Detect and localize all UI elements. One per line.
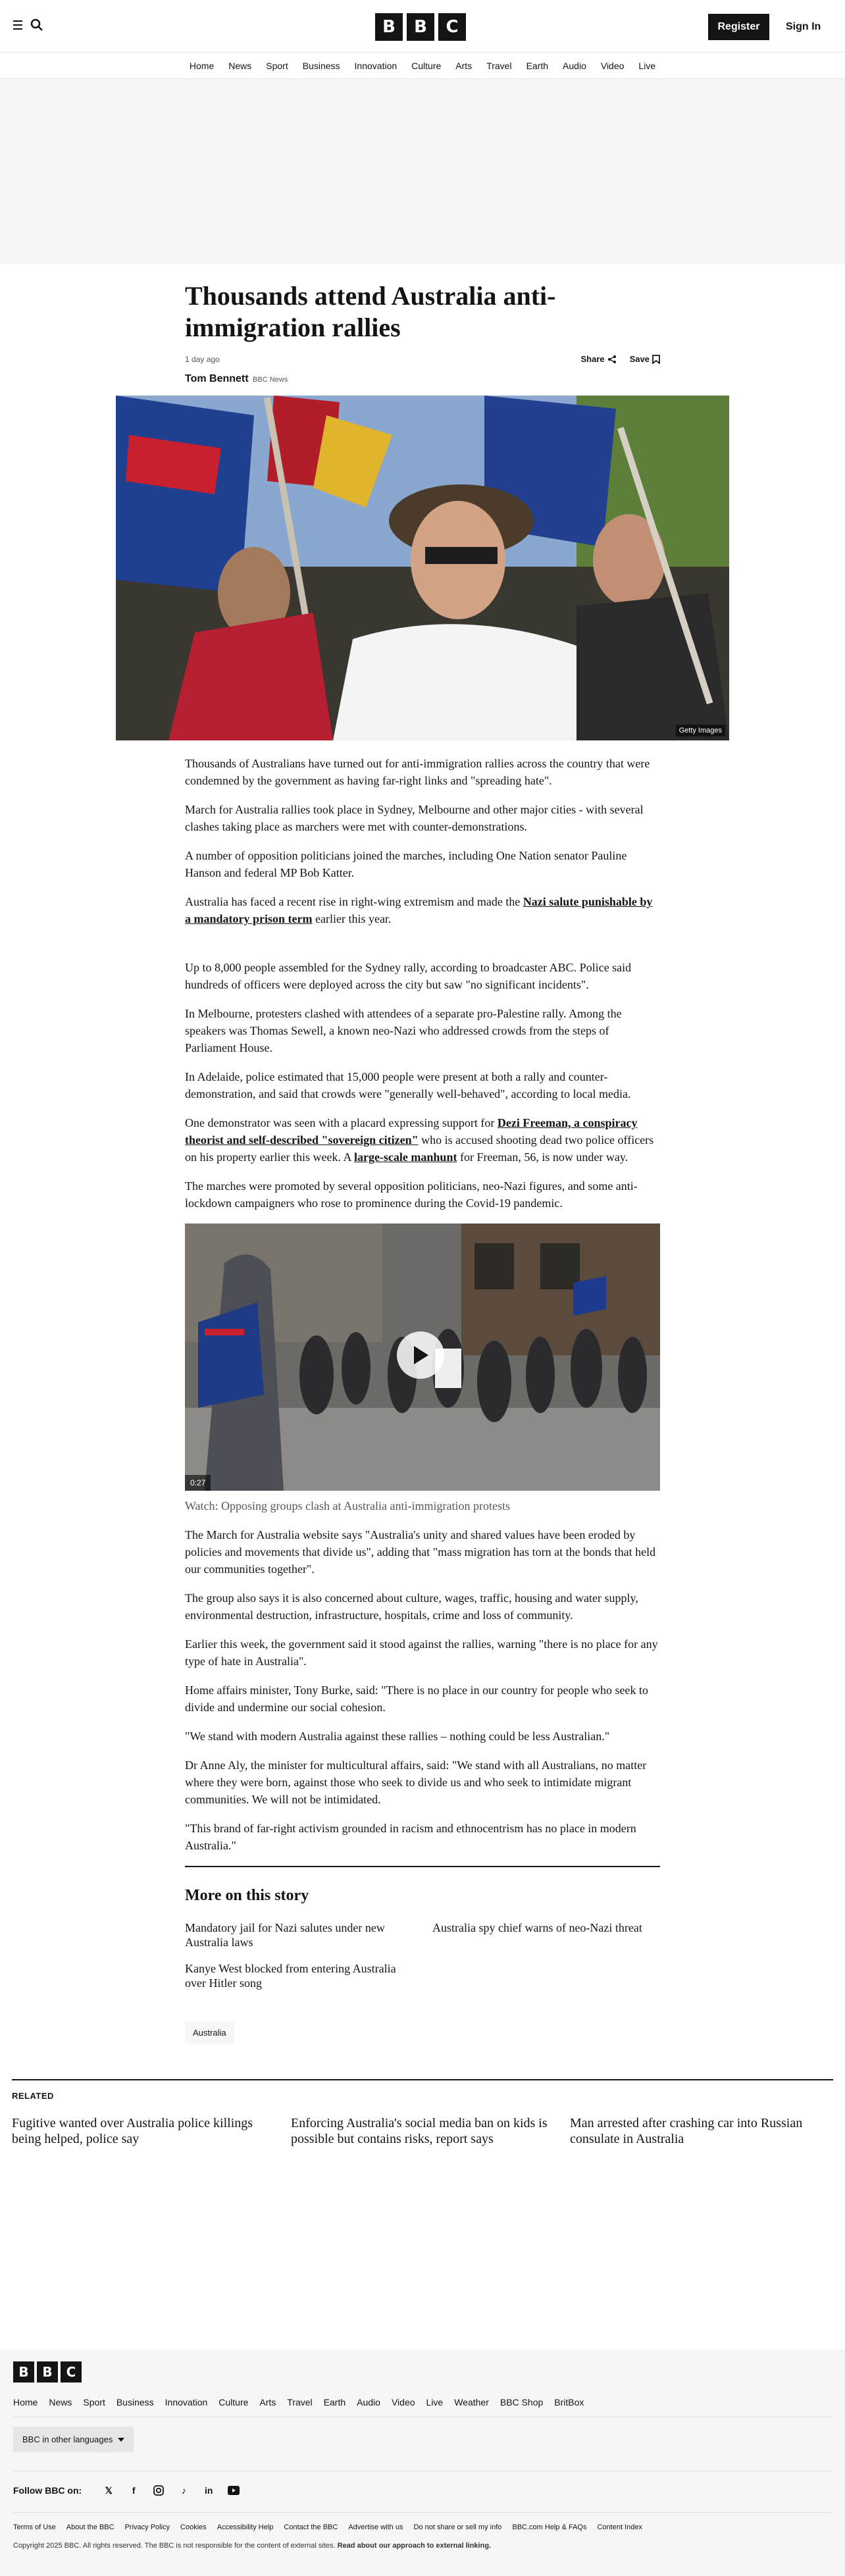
hero-image [116,396,729,740]
related-title: RELATED [12,2091,54,2101]
byline [185,373,660,385]
nav-item-business[interactable]: Business [302,60,340,71]
article-headline: Thousands attend Australia anti-immigration rallies [185,281,556,342]
section-title: More on this story [185,1887,309,1904]
article-body [185,755,660,2044]
footer-nav-item[interactable]: Weather [454,2397,489,2408]
bookmark-icon [652,355,660,364]
story-link[interactable]: Mandatory jail for Nazi salutes under new Australia laws [185,1921,385,1949]
nav-item-arts[interactable]: Arts [455,60,473,71]
site-footer [0,2350,845,2576]
related-link[interactable]: Fugitive wanted over Australia police killings being helped, police say [12,2116,253,2146]
paragraph: Earlier this week, the government said it stood against the rallies, warning "there is no place for any type of hate in Australia". [185,1637,658,1668]
other-languages-label: BBC in other languages [22,2434,113,2444]
footer-link[interactable]: About the BBC [66,2523,115,2531]
nav-item-travel[interactable]: Travel [486,60,512,71]
article [185,280,660,385]
logo-letter: B [375,13,403,41]
paragraph: Home affairs minister, Tony Burke, said: "There is no place in our country for people who seek to divide and undermine our social cohesion. [185,1684,649,1714]
paragraph [185,893,660,927]
play-button[interactable] [397,1331,444,1379]
paragraph-text: who is accused shooting dead two police officers on his property earlier this week. A [185,1133,654,1164]
top-nav [0,53,845,79]
save-button[interactable] [630,354,660,364]
image-credit: Getty Images [676,725,725,736]
nav-item-culture[interactable]: Culture [411,60,442,71]
nav-item-innovation[interactable]: Innovation [354,60,397,71]
logo-letter: C [438,13,466,41]
nav-item-live[interactable]: Live [638,60,656,71]
register-button[interactable]: Register [708,14,769,40]
instagram-icon[interactable] [153,2485,165,2496]
author-name[interactable]: Tom Bennett [185,373,249,384]
footer-link[interactable]: Terms of Use [13,2523,56,2531]
footer-nav-item[interactable]: Home [13,2397,38,2408]
masthead [0,0,845,53]
paragraph: In Adelaide, police estimated that 15,000 people were present at both a rally and counter-demonstration, and said that crowds were "generally well-behaved", according to local media. [185,1070,631,1100]
topic-tag-australia[interactable]: Australia [185,2022,234,2044]
linkedin-icon[interactable]: in [204,2485,213,2496]
paragraph: Dr Anne Aly, the minister for multicultural affairs, said: "We stand with all Australians, no matter where they were born, against those who seek to divide us and who seek to intimidate migrant communities. We will not be intimidated. [185,1759,647,1806]
more-on-this-story [185,1866,660,1990]
tiktok-icon[interactable]: ♪ [181,2485,186,2496]
paragraph [185,1114,660,1166]
paragraph: March for Australia rallies took place in Sydney, Melbourne and other major cities - with several clashes taking place as marchers were met with counter-demonstrations. [185,803,644,833]
paragraph: Thousands of Australians have turned out for anti-immigration rallies across the country that were condemned by the government as having far-right links and "spreading hate". [185,757,650,787]
footer-link[interactable]: BBC.com Help & FAQs [512,2523,587,2531]
footer-links [13,2512,832,2531]
footer-nav-item[interactable]: News [49,2397,72,2408]
signin-button[interactable]: Sign In [786,14,821,40]
follow-label: Follow BBC on: [13,2485,82,2496]
manhunt-link[interactable]: large-scale manhunt [353,1150,457,1164]
paragraph-text: One demonstrator was seen with a placard expressing support for [185,1116,498,1129]
video-caption: Watch: Opposing groups clash at Australia anti-immigration protests [185,1499,510,1512]
footer-nav-item[interactable]: Culture [218,2397,249,2408]
logo-letter: C [61,2361,82,2383]
logo-letter: B [407,13,434,41]
nav-item-video[interactable]: Video [600,60,625,71]
story-link[interactable]: Australia spy chief warns of neo-Nazi threat [432,1921,642,1934]
logo-letter: B [37,2361,58,2383]
facebook-icon[interactable]: f [132,2485,136,2496]
rally-photo [116,396,729,740]
footer-nav-item[interactable]: Business [116,2397,154,2408]
nazi-salute-link[interactable]: Nazi salute punishable by a mandatory prison term [185,895,653,925]
paragraph-text: Australia has faced a recent rise in right-wing extremism and made the [185,895,523,908]
external-linking-link[interactable]: Read about our approach to external linking. [337,2542,492,2550]
nav-item-earth[interactable]: Earth [526,60,549,71]
hamburger-icon [13,19,28,31]
spacer [185,939,660,959]
play-icon [411,1345,430,1366]
share-icon [607,355,617,364]
copyright-text: Copyright 2025 BBC. All rights reserved. The BBC is not responsible for the content of external sites. [13,2542,336,2550]
footer-link[interactable]: Accessibility Help [217,2523,274,2531]
video-duration: 0:27 [185,1475,211,1491]
footer-nav-item[interactable]: Live [426,2397,444,2408]
footer-nav-item[interactable]: Video [391,2397,415,2408]
author-org: BBC News [253,376,288,384]
paragraph: The group also says it is also concerned about culture, wages, traffic, housing and water supply, environmental destruction, infrastructure, hospitals, crime and loss of community. [185,1591,638,1622]
footer-nav-item[interactable]: Innovation [165,2397,208,2408]
article-meta [185,354,660,364]
dezi-freeman-link[interactable]: Dezi Freeman, a conspiracy theorist and self-described "sovereign citizen" [185,1116,638,1146]
nav-item-news[interactable]: News [228,60,252,71]
nav-item-sport[interactable]: Sport [266,60,288,71]
logo-letter: B [13,2361,34,2383]
footer-nav-item[interactable]: Sport [83,2397,105,2408]
menu-search-button[interactable] [13,18,43,32]
related-link[interactable]: Man arrested after crashing car into Russian consulate in Australia [570,2116,803,2146]
footer-nav-item[interactable]: Travel [287,2397,313,2408]
paragraph-text: earlier this year. [312,912,392,925]
paragraph: In Melbourne, protesters clashed with attendees of a separate pro-Palestine rally. Among the speakers was Thomas Sewell, a known neo-Nazi who addressed crowds from the steps of Parliament House. [185,1007,622,1054]
footer-bbc-logo[interactable] [13,2361,832,2383]
share-label: Share [580,354,605,364]
save-label: Save [629,354,650,364]
footer-nav-item[interactable]: Arts [259,2397,276,2408]
advertisement-slot [0,79,845,265]
youtube-icon[interactable] [228,2485,240,2496]
paragraph: The marches were promoted by several opposition politicians, neo-Nazi figures, and some anti-lockdown campaigners who rose to prominence during the Covid-19 pandemic. [185,1179,638,1210]
copyright [13,2542,832,2550]
nav-item-audio[interactable]: Audio [563,60,586,71]
footer-nav [13,2397,832,2417]
footer-link[interactable]: Privacy Policy [124,2523,170,2531]
video-player[interactable] [185,1224,660,1491]
footer-link[interactable]: Content Index [597,2523,642,2531]
footer-nav-item[interactable]: BBC Shop [499,2397,544,2408]
other-languages-button[interactable] [13,2427,134,2452]
share-button[interactable] [580,354,616,364]
story-link[interactable]: Kanye West blocked from entering Australia over Hitler song [185,1962,396,1990]
paragraph: "This brand of far-right activism grounded in racism and ethnocentrism has no place in modern Australia." [185,1822,636,1852]
x-icon[interactable]: 𝕏 [105,2485,113,2496]
chevron-down-icon [118,2438,124,2442]
paragraph: The March for Australia website says "Australia's unity and shared values have been eroded by policies and movements that divide us", adding that "mass migration has torn at the bonds that held our communities together". [185,1528,656,1576]
follow-bbc [13,2471,832,2496]
paragraph: "We stand with modern Australia against these rallies – nothing could be less Australian." [185,1730,610,1743]
paragraph: Up to 8,000 people assembled for the Sydney rally, according to broadcaster ABC. Police said hundreds of officers were deployed across the city but saw "no significant incidents". [185,961,632,991]
footer-nav-item[interactable]: Audio [357,2397,380,2408]
paragraph-text: for Freeman, 56, is now under way. [457,1150,628,1164]
nav-item-home[interactable]: Home [189,60,215,71]
footer-link[interactable]: Do not share or sell my info [413,2523,502,2531]
footer-nav-item[interactable]: BritBox [554,2397,584,2408]
related-section [12,2079,833,2147]
related-link[interactable]: Enforcing Australia's social media ban on kids is possible but contains risks, report says [291,2116,548,2146]
paragraph: A number of opposition politicians joined the marches, including One Nation senator Pauline Hanson and federal MP Bob Katter. [185,849,627,879]
footer-nav-item[interactable]: Earth [323,2397,346,2408]
timestamp: 1 day ago [185,354,220,364]
bbc-logo[interactable] [375,13,466,41]
footer-link[interactable]: Contact the BBC [284,2523,338,2531]
footer-link[interactable]: Cookies [180,2523,207,2531]
footer-link[interactable]: Advertise with us [348,2523,403,2531]
search-icon [30,18,43,32]
